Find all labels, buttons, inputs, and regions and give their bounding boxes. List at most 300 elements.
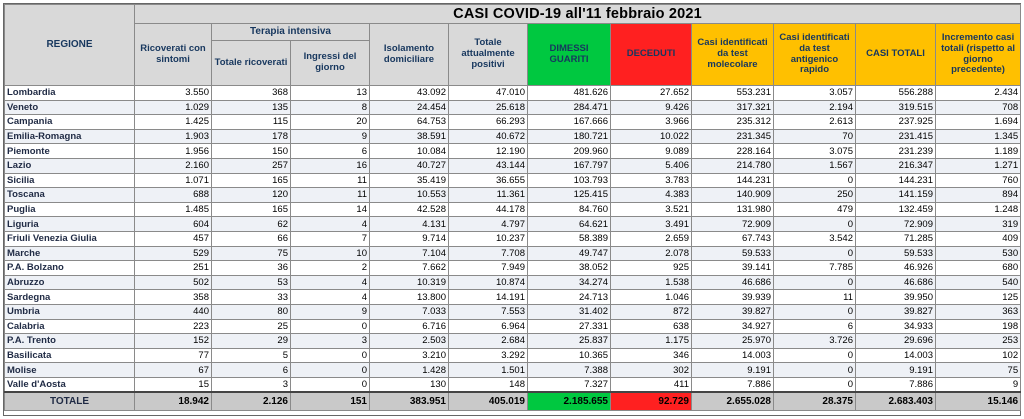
value-cell: 235.312 bbox=[692, 115, 774, 130]
value-cell: 7.033 bbox=[370, 304, 449, 319]
total-value-cell: 151 bbox=[291, 392, 370, 411]
value-cell: 67.743 bbox=[692, 231, 774, 246]
region-name-cell: Sicilia bbox=[5, 173, 135, 188]
value-cell: 15 bbox=[135, 377, 212, 392]
table-body bbox=[5, 86, 1021, 393]
value-cell: 34.927 bbox=[692, 319, 774, 334]
value-cell: 10.022 bbox=[611, 129, 692, 144]
region-name-cell: Valle d'Aosta bbox=[5, 377, 135, 392]
value-cell: 317.321 bbox=[692, 100, 774, 115]
value-cell: 3.542 bbox=[774, 231, 856, 246]
value-cell: 6 bbox=[291, 144, 370, 159]
region-name-cell: Campania bbox=[5, 115, 135, 130]
value-cell: 2.160 bbox=[135, 158, 212, 173]
value-cell: 1.501 bbox=[449, 363, 528, 378]
value-cell: 80 bbox=[212, 304, 291, 319]
value-cell: 34.274 bbox=[528, 275, 611, 290]
table-row bbox=[5, 129, 1021, 144]
value-cell: 34.933 bbox=[856, 319, 936, 334]
value-cell: 9.191 bbox=[856, 363, 936, 378]
value-cell: 237.925 bbox=[856, 115, 936, 130]
value-cell: 0 bbox=[774, 348, 856, 363]
value-cell: 27.652 bbox=[611, 86, 692, 101]
value-cell: 2.659 bbox=[611, 231, 692, 246]
value-cell: 0 bbox=[774, 217, 856, 232]
value-cell: 148 bbox=[449, 377, 528, 392]
totals-row bbox=[5, 392, 1021, 411]
table-row bbox=[5, 261, 1021, 276]
value-cell: 152 bbox=[135, 334, 212, 349]
value-cell: 102 bbox=[936, 348, 1021, 363]
total-value-cell: 18.942 bbox=[135, 392, 212, 411]
value-cell: 760 bbox=[936, 173, 1021, 188]
header-casi-totali: CASI TOTALI bbox=[856, 24, 936, 86]
region-name-cell: Puglia bbox=[5, 202, 135, 217]
value-cell: 10.084 bbox=[370, 144, 449, 159]
value-cell: 9.426 bbox=[611, 100, 692, 115]
value-cell: 42.528 bbox=[370, 202, 449, 217]
table-row bbox=[5, 246, 1021, 261]
value-cell: 39.939 bbox=[692, 290, 774, 305]
value-cell: 84.760 bbox=[528, 202, 611, 217]
value-cell: 43.144 bbox=[449, 158, 528, 173]
value-cell: 36 bbox=[212, 261, 291, 276]
value-cell: 43.092 bbox=[370, 86, 449, 101]
value-cell: 29 bbox=[212, 334, 291, 349]
value-cell: 7.708 bbox=[449, 246, 528, 261]
value-cell: 125 bbox=[936, 290, 1021, 305]
value-cell: 708 bbox=[936, 100, 1021, 115]
table-row bbox=[5, 363, 1021, 378]
value-cell: 2.503 bbox=[370, 334, 449, 349]
value-cell: 59.533 bbox=[856, 246, 936, 261]
value-cell: 2.613 bbox=[774, 115, 856, 130]
value-cell: 409 bbox=[936, 231, 1021, 246]
value-cell: 556.288 bbox=[856, 86, 936, 101]
value-cell: 9 bbox=[936, 377, 1021, 392]
value-cell: 7.388 bbox=[528, 363, 611, 378]
value-cell: 44.178 bbox=[449, 202, 528, 217]
value-cell: 16 bbox=[291, 158, 370, 173]
value-cell: 150 bbox=[212, 144, 291, 159]
region-name-cell: Calabria bbox=[5, 319, 135, 334]
value-cell: 0 bbox=[291, 319, 370, 334]
header-test-molecolare: Casi identificati da test molecolare bbox=[692, 24, 774, 86]
region-name-cell: Lazio bbox=[5, 158, 135, 173]
value-cell: 66.293 bbox=[449, 115, 528, 130]
value-cell: 3.491 bbox=[611, 217, 692, 232]
value-cell: 180.721 bbox=[528, 129, 611, 144]
value-cell: 4.131 bbox=[370, 217, 449, 232]
value-cell: 6.964 bbox=[449, 319, 528, 334]
value-cell: 216.347 bbox=[856, 158, 936, 173]
value-cell: 7.886 bbox=[856, 377, 936, 392]
value-cell: 39.827 bbox=[856, 304, 936, 319]
header-ingressi-giorno: Ingressi del giorno bbox=[291, 41, 370, 86]
value-cell: 7.104 bbox=[370, 246, 449, 261]
value-cell: 38.591 bbox=[370, 129, 449, 144]
value-cell: 257 bbox=[212, 158, 291, 173]
total-value-cell: 2.683.403 bbox=[856, 392, 936, 411]
value-cell: 2.078 bbox=[611, 246, 692, 261]
table-row bbox=[5, 231, 1021, 246]
value-cell: 1.425 bbox=[135, 115, 212, 130]
value-cell: 2.434 bbox=[936, 86, 1021, 101]
value-cell: 25 bbox=[212, 319, 291, 334]
value-cell: 0 bbox=[291, 377, 370, 392]
value-cell: 1.956 bbox=[135, 144, 212, 159]
value-cell: 58.389 bbox=[528, 231, 611, 246]
region-name-cell: Sardegna bbox=[5, 290, 135, 305]
total-value-cell: 15.146 bbox=[936, 392, 1021, 411]
value-cell: 75 bbox=[936, 363, 1021, 378]
table-row bbox=[5, 348, 1021, 363]
region-name-cell: Piemonte bbox=[5, 144, 135, 159]
value-cell: 223 bbox=[135, 319, 212, 334]
value-cell: 0 bbox=[291, 363, 370, 378]
value-cell: 346 bbox=[611, 348, 692, 363]
value-cell: 25.837 bbox=[528, 334, 611, 349]
header-test-antigenico: Casi identificati da test antigenico rapido bbox=[774, 24, 856, 86]
value-cell: 7.327 bbox=[528, 377, 611, 392]
value-cell: 3.057 bbox=[774, 86, 856, 101]
value-cell: 198 bbox=[936, 319, 1021, 334]
table-row bbox=[5, 188, 1021, 203]
header-regione: REGIONE bbox=[5, 5, 135, 86]
value-cell: 53 bbox=[212, 275, 291, 290]
value-cell: 39.950 bbox=[856, 290, 936, 305]
value-cell: 2.684 bbox=[449, 334, 528, 349]
table-row bbox=[5, 304, 1021, 319]
value-cell: 9.089 bbox=[611, 144, 692, 159]
region-name-cell: Friuli Venezia Giulia bbox=[5, 231, 135, 246]
value-cell: 3.075 bbox=[774, 144, 856, 159]
value-cell: 9 bbox=[291, 304, 370, 319]
value-cell: 481.626 bbox=[528, 86, 611, 101]
value-cell: 64.753 bbox=[370, 115, 449, 130]
value-cell: 7 bbox=[291, 231, 370, 246]
value-cell: 4 bbox=[291, 217, 370, 232]
value-cell: 411 bbox=[611, 377, 692, 392]
value-cell: 40.727 bbox=[370, 158, 449, 173]
value-cell: 250 bbox=[774, 188, 856, 203]
value-cell: 132.459 bbox=[856, 202, 936, 217]
region-name-cell: P.A. Trento bbox=[5, 334, 135, 349]
covid-cases-table bbox=[4, 4, 1021, 411]
value-cell: 38.052 bbox=[528, 261, 611, 276]
value-cell: 20 bbox=[291, 115, 370, 130]
value-cell: 3.966 bbox=[611, 115, 692, 130]
value-cell: 14.003 bbox=[692, 348, 774, 363]
value-cell: 1.071 bbox=[135, 173, 212, 188]
value-cell: 4.383 bbox=[611, 188, 692, 203]
value-cell: 165 bbox=[212, 173, 291, 188]
value-cell: 319 bbox=[936, 217, 1021, 232]
value-cell: 3 bbox=[212, 377, 291, 392]
value-cell: 66 bbox=[212, 231, 291, 246]
value-cell: 1.694 bbox=[936, 115, 1021, 130]
total-value-cell: 28.375 bbox=[774, 392, 856, 411]
value-cell: 13 bbox=[291, 86, 370, 101]
value-cell: 9.714 bbox=[370, 231, 449, 246]
value-cell: 3.726 bbox=[774, 334, 856, 349]
value-cell: 529 bbox=[135, 246, 212, 261]
value-cell: 1.428 bbox=[370, 363, 449, 378]
value-cell: 688 bbox=[135, 188, 212, 203]
total-value-cell: 92.729 bbox=[611, 392, 692, 411]
value-cell: 31.402 bbox=[528, 304, 611, 319]
table-row bbox=[5, 217, 1021, 232]
page-title: CASI COVID-19 all'11 febbraio 2021 bbox=[135, 5, 1021, 24]
value-cell: 0 bbox=[291, 348, 370, 363]
value-cell: 1.189 bbox=[936, 144, 1021, 159]
region-name-cell: Molise bbox=[5, 363, 135, 378]
value-cell: 540 bbox=[936, 275, 1021, 290]
total-value-cell: 405.019 bbox=[449, 392, 528, 411]
value-cell: 231.415 bbox=[856, 129, 936, 144]
value-cell: 9 bbox=[291, 129, 370, 144]
value-cell: 11.361 bbox=[449, 188, 528, 203]
value-cell: 231.345 bbox=[692, 129, 774, 144]
header-dimessi-guariti: DIMESSI GUARITI bbox=[528, 24, 611, 86]
region-name-cell: Veneto bbox=[5, 100, 135, 115]
value-cell: 6.716 bbox=[370, 319, 449, 334]
region-name-cell: Basilicata bbox=[5, 348, 135, 363]
header-isolamento: Isolamento domiciliare bbox=[370, 24, 449, 86]
value-cell: 284.471 bbox=[528, 100, 611, 115]
value-cell: 214.780 bbox=[692, 158, 774, 173]
value-cell: 14.003 bbox=[856, 348, 936, 363]
total-value-cell: 2.185.655 bbox=[528, 392, 611, 411]
value-cell: 25.970 bbox=[692, 334, 774, 349]
value-cell: 144.231 bbox=[692, 173, 774, 188]
value-cell: 302 bbox=[611, 363, 692, 378]
table-row bbox=[5, 100, 1021, 115]
value-cell: 75 bbox=[212, 246, 291, 261]
region-name-cell: Abruzzo bbox=[5, 275, 135, 290]
value-cell: 165 bbox=[212, 202, 291, 217]
value-cell: 59.533 bbox=[692, 246, 774, 261]
value-cell: 1.248 bbox=[936, 202, 1021, 217]
value-cell: 363 bbox=[936, 304, 1021, 319]
value-cell: 5 bbox=[212, 348, 291, 363]
value-cell: 13.800 bbox=[370, 290, 449, 305]
region-name-cell: P.A. Bolzano bbox=[5, 261, 135, 276]
table-row bbox=[5, 290, 1021, 305]
value-cell: 7.785 bbox=[774, 261, 856, 276]
table-row bbox=[5, 275, 1021, 290]
value-cell: 40.672 bbox=[449, 129, 528, 144]
value-cell: 140.909 bbox=[692, 188, 774, 203]
region-name-cell: Liguria bbox=[5, 217, 135, 232]
value-cell: 0 bbox=[774, 246, 856, 261]
value-cell: 1.538 bbox=[611, 275, 692, 290]
value-cell: 6 bbox=[212, 363, 291, 378]
header-totale-ricoverati: Totale ricoverati bbox=[212, 41, 291, 86]
value-cell: 24.454 bbox=[370, 100, 449, 115]
value-cell: 680 bbox=[936, 261, 1021, 276]
covid-table-window bbox=[3, 3, 1021, 416]
value-cell: 71.285 bbox=[856, 231, 936, 246]
value-cell: 36.655 bbox=[449, 173, 528, 188]
table-row bbox=[5, 377, 1021, 392]
value-cell: 64.621 bbox=[528, 217, 611, 232]
value-cell: 0 bbox=[774, 363, 856, 378]
value-cell: 10.553 bbox=[370, 188, 449, 203]
value-cell: 9.191 bbox=[692, 363, 774, 378]
table-row bbox=[5, 334, 1021, 349]
value-cell: 14.191 bbox=[449, 290, 528, 305]
value-cell: 39.827 bbox=[692, 304, 774, 319]
value-cell: 167.666 bbox=[528, 115, 611, 130]
value-cell: 457 bbox=[135, 231, 212, 246]
header-incremento: Incremento casi totali (rispetto al giorno precedente) bbox=[936, 24, 1021, 86]
value-cell: 530 bbox=[936, 246, 1021, 261]
value-cell: 130 bbox=[370, 377, 449, 392]
value-cell: 5.406 bbox=[611, 158, 692, 173]
value-cell: 1.029 bbox=[135, 100, 212, 115]
value-cell: 67 bbox=[135, 363, 212, 378]
region-name-cell: Marche bbox=[5, 246, 135, 261]
value-cell: 35.419 bbox=[370, 173, 449, 188]
value-cell: 178 bbox=[212, 129, 291, 144]
table-row bbox=[5, 144, 1021, 159]
totals-label: TOTALE bbox=[5, 392, 135, 411]
value-cell: 7.662 bbox=[370, 261, 449, 276]
value-cell: 209.960 bbox=[528, 144, 611, 159]
value-cell: 228.164 bbox=[692, 144, 774, 159]
value-cell: 7.886 bbox=[692, 377, 774, 392]
table-row bbox=[5, 319, 1021, 334]
value-cell: 25.618 bbox=[449, 100, 528, 115]
value-cell: 11 bbox=[774, 290, 856, 305]
value-cell: 27.331 bbox=[528, 319, 611, 334]
value-cell: 47.010 bbox=[449, 86, 528, 101]
value-cell: 10.319 bbox=[370, 275, 449, 290]
value-cell: 10 bbox=[291, 246, 370, 261]
value-cell: 1.485 bbox=[135, 202, 212, 217]
total-value-cell: 2.126 bbox=[212, 392, 291, 411]
value-cell: 1.345 bbox=[936, 129, 1021, 144]
region-name-cell: Umbria bbox=[5, 304, 135, 319]
table-row bbox=[5, 173, 1021, 188]
header-totale-positivi: Totale attualmente positivi bbox=[449, 24, 528, 86]
value-cell: 638 bbox=[611, 319, 692, 334]
value-cell: 925 bbox=[611, 261, 692, 276]
value-cell: 10.237 bbox=[449, 231, 528, 246]
region-name-cell: Toscana bbox=[5, 188, 135, 203]
value-cell: 319.515 bbox=[856, 100, 936, 115]
value-cell: 1.271 bbox=[936, 158, 1021, 173]
value-cell: 72.909 bbox=[856, 217, 936, 232]
value-cell: 6 bbox=[774, 319, 856, 334]
header-deceduti: DECEDUTI bbox=[611, 24, 692, 86]
value-cell: 12.190 bbox=[449, 144, 528, 159]
value-cell: 358 bbox=[135, 290, 212, 305]
value-cell: 3.292 bbox=[449, 348, 528, 363]
value-cell: 4 bbox=[291, 290, 370, 305]
value-cell: 0 bbox=[774, 377, 856, 392]
value-cell: 1.175 bbox=[611, 334, 692, 349]
value-cell: 167.797 bbox=[528, 158, 611, 173]
value-cell: 1.903 bbox=[135, 129, 212, 144]
value-cell: 62 bbox=[212, 217, 291, 232]
value-cell: 11 bbox=[291, 188, 370, 203]
value-cell: 0 bbox=[774, 275, 856, 290]
header-ricoverati: Ricoverati con sintomi bbox=[135, 24, 212, 86]
value-cell: 135 bbox=[212, 100, 291, 115]
value-cell: 8 bbox=[291, 100, 370, 115]
value-cell: 231.239 bbox=[856, 144, 936, 159]
value-cell: 479 bbox=[774, 202, 856, 217]
value-cell: 144.231 bbox=[856, 173, 936, 188]
table-row bbox=[5, 115, 1021, 130]
value-cell: 120 bbox=[212, 188, 291, 203]
value-cell: 24.713 bbox=[528, 290, 611, 305]
value-cell: 894 bbox=[936, 188, 1021, 203]
value-cell: 1.046 bbox=[611, 290, 692, 305]
value-cell: 4.797 bbox=[449, 217, 528, 232]
value-cell: 368 bbox=[212, 86, 291, 101]
value-cell: 7.553 bbox=[449, 304, 528, 319]
value-cell: 604 bbox=[135, 217, 212, 232]
value-cell: 72.909 bbox=[692, 217, 774, 232]
value-cell: 251 bbox=[135, 261, 212, 276]
value-cell: 46.926 bbox=[856, 261, 936, 276]
value-cell: 49.747 bbox=[528, 246, 611, 261]
region-name-cell: Emilia-Romagna bbox=[5, 129, 135, 144]
value-cell: 0 bbox=[774, 173, 856, 188]
table-row bbox=[5, 86, 1021, 101]
value-cell: 2.194 bbox=[774, 100, 856, 115]
region-name-cell: Lombardia bbox=[5, 86, 135, 101]
header-terapia-intensiva: Terapia intensiva bbox=[212, 24, 370, 41]
value-cell: 7.949 bbox=[449, 261, 528, 276]
value-cell: 46.686 bbox=[692, 275, 774, 290]
value-cell: 33 bbox=[212, 290, 291, 305]
value-cell: 3.550 bbox=[135, 86, 212, 101]
table-row bbox=[5, 202, 1021, 217]
value-cell: 39.141 bbox=[692, 261, 774, 276]
value-cell: 2 bbox=[291, 261, 370, 276]
value-cell: 103.793 bbox=[528, 173, 611, 188]
value-cell: 3 bbox=[291, 334, 370, 349]
value-cell: 29.696 bbox=[856, 334, 936, 349]
value-cell: 115 bbox=[212, 115, 291, 130]
value-cell: 1.567 bbox=[774, 158, 856, 173]
value-cell: 141.159 bbox=[856, 188, 936, 203]
value-cell: 440 bbox=[135, 304, 212, 319]
value-cell: 253 bbox=[936, 334, 1021, 349]
value-cell: 11 bbox=[291, 173, 370, 188]
value-cell: 10.365 bbox=[528, 348, 611, 363]
value-cell: 10.874 bbox=[449, 275, 528, 290]
value-cell: 125.415 bbox=[528, 188, 611, 203]
value-cell: 70 bbox=[774, 129, 856, 144]
value-cell: 77 bbox=[135, 348, 212, 363]
table-row bbox=[5, 158, 1021, 173]
value-cell: 3.210 bbox=[370, 348, 449, 363]
value-cell: 14 bbox=[291, 202, 370, 217]
total-value-cell: 2.655.028 bbox=[692, 392, 774, 411]
value-cell: 3.521 bbox=[611, 202, 692, 217]
value-cell: 502 bbox=[135, 275, 212, 290]
value-cell: 4 bbox=[291, 275, 370, 290]
value-cell: 553.231 bbox=[692, 86, 774, 101]
value-cell: 46.686 bbox=[856, 275, 936, 290]
value-cell: 872 bbox=[611, 304, 692, 319]
total-value-cell: 383.951 bbox=[370, 392, 449, 411]
